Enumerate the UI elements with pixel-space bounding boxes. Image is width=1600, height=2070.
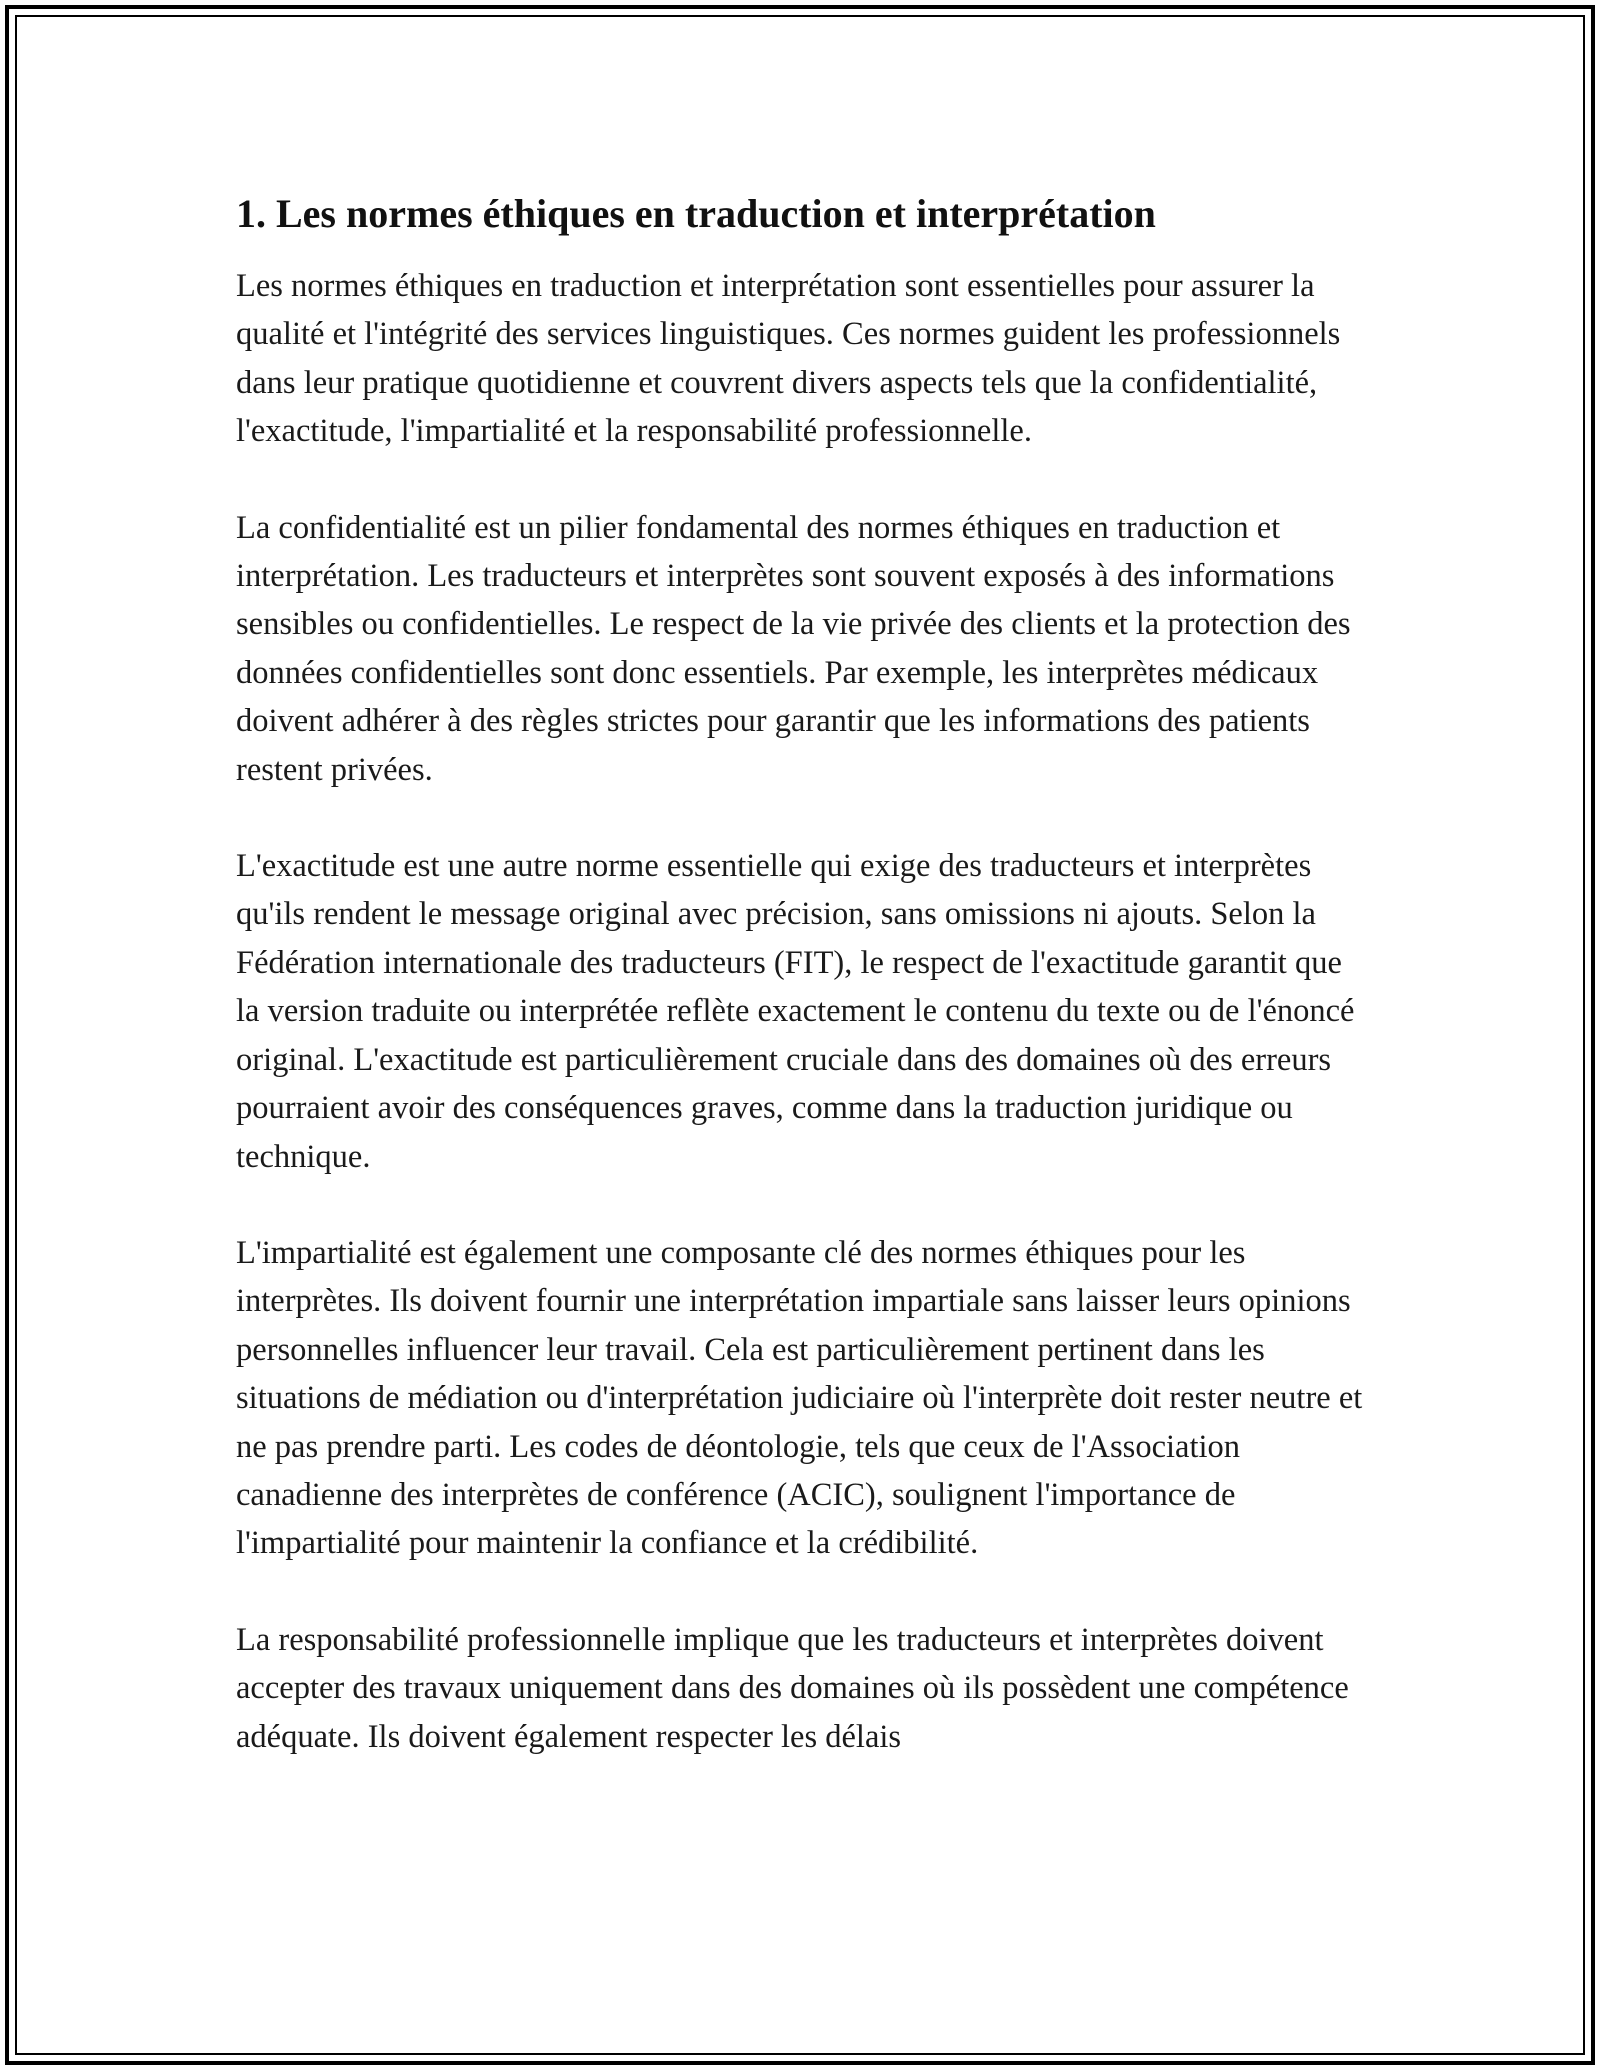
paragraph-impartiality: L'impartialité est également une composante clé des normes éthiques pour les interprètes. Ils doivent fournir une interprétation impartiale sans laisser leurs opinions personnelles influencer leur travail. Cela est particulièrement pertinent dans les situations de médiation ou d'interprétation judiciaire où l'interprète doit rester neutre et ne pas prendre parti. Les codes de déontologie, tels que ceux de l'Association canadienne des interprètes de conférence (ACIC), soulignent l'importance de l'impartialité pour maintenir la confiance et la crédibilité. (236, 1234, 1363, 1562)
paragraph-intro: Les normes éthiques en traduction et interprétation sont essentielles pour assurer la qualité et l'intégrité des services linguistiques. Ces normes guident les professionnels dans leur pratique quotidienne et couvrent divers aspects tels que la confidentialité, l'exactitude, l'impartialité et la responsabilité professionnelle. (236, 268, 1341, 450)
paragraph-confidentiality: La confidentialité est un pilier fondamental des normes éthiques en traduction et interprétation. Les traducteurs et interprètes sont souvent exposés à des informations sensibles ou confidentielles. Le respect de la vie privée des clients et la protection des données confidentielles sont donc essentiels. Par exemple, les interprètes médicaux doivent adhérer à des règles strictes pour garantir que les informations des patients restent privées. (236, 509, 1351, 788)
section-heading: 1. Les normes éthiques en traduction et interprétation (236, 191, 1156, 236)
document-body (236, 186, 1366, 1761)
paragraph-accuracy: L'exactitude est une autre norme essentielle qui exige des traducteurs et interprètes qu'ils rendent le message original avec précision, sans omissions ni ajouts. Selon la Fédération internationale des traducteurs (FIT), le respect de l'exactitude garantit que la version traduite ou interprétée reflète exactement le contenu du texte ou de l'énoncé original. L'exactitude est particulièrement cruciale dans des domaines où des erreurs pourraient avoir des conséquences graves, comme dans la traduction juridique ou technique. (236, 848, 1355, 1175)
paragraph-responsibility: La responsabilité professionnelle implique que les traducteurs et interprètes doivent accepter des travaux uniquement dans des domaines où ils possèdent une compétence adéquate. Ils doivent également respecter les délais (236, 1621, 1349, 1755)
